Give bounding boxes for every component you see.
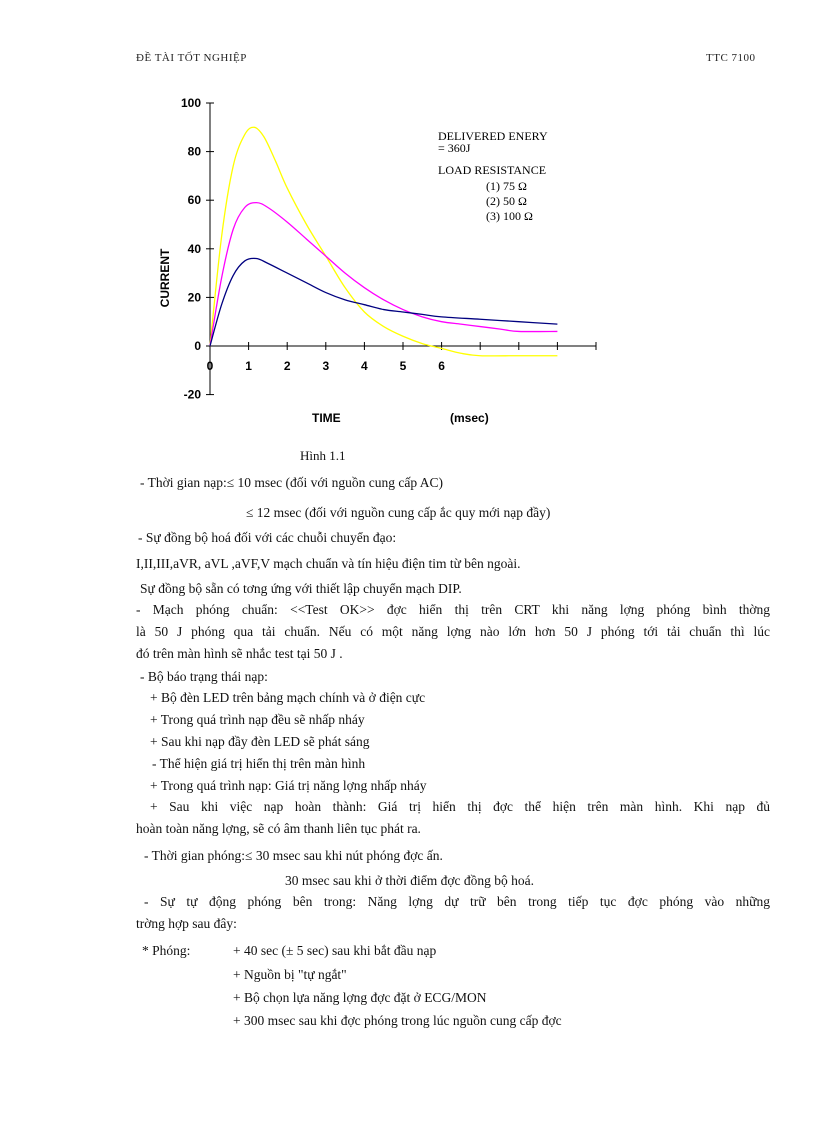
text-line-15: + Sau khi việc nạp hoàn thành: Giá trị hiển thị đợc thể hiện trên màn hình. Khi nạp đủ	[150, 799, 770, 814]
text-line-21b: + 40 sec (± 5 sec) sau khi bắt đầu nạp	[233, 943, 437, 958]
text-line-17: - Thời gian phóng:≤ 30 msec sau khi nút phóng đợc ấn.	[144, 848, 443, 863]
figure-caption: Hình 1.1	[300, 448, 346, 463]
text-line-1: - Thời gian nạp:≤ 10 msec (đối với nguồn cung cấp AC)	[140, 475, 444, 490]
series-line-yellow	[210, 127, 557, 356]
legend-energy-title: DELIVERED ENERY	[438, 129, 548, 143]
text-line-21a: * Phóng:	[142, 943, 191, 958]
text-line-22: + Nguồn bị "tự ngắt"	[233, 967, 347, 982]
text-line-2: ≤ 12 msec (đối với nguồn cung cấp ắc quy mới nạp đầy)	[246, 505, 551, 520]
text-line-14: + Trong quá trình nạp: Giá trị năng lợng nhấp nháy	[150, 778, 427, 793]
text-line-19: - Sự tự động phóng bên trong: Năng lợng dự trữ bên trong tiếp tục đợc phóng vào những	[144, 894, 770, 909]
x-tick-label: 4	[361, 359, 368, 373]
text-line-23: + Bộ chọn lựa năng lợng đợc đặt ở ECG/MON	[233, 990, 487, 1005]
text-line-13: - Thể hiện giá trị hiển thị trên màn hình	[152, 756, 366, 771]
text-line-10: + Bộ đèn LED trên bảng mạch chính và ở điện cực	[150, 690, 426, 705]
x-axis-label: TIME	[312, 411, 341, 425]
x-tick-label: 3	[322, 359, 330, 373]
legend-item-1: (1) 75 Ω	[486, 179, 527, 193]
x-tick-label: 2	[283, 359, 291, 373]
text-line-8: đó trên màn hình sẽ nhắc test tại 50 J .	[136, 646, 343, 661]
y-tick-label: 0	[194, 339, 201, 353]
legend-load-title: LOAD RESISTANCE	[438, 163, 547, 177]
x-tick-label: 6	[438, 359, 445, 373]
text-line-6: - Mạch phóng chuẩn: <<Test OK>> đợc hiển thị trên CRT khi năng lợng phóng bình thờng	[136, 602, 770, 617]
y-axis-label: CURRENT	[158, 248, 172, 308]
legend-item-2: (2) 50 Ω	[486, 194, 527, 208]
x-tick-label: 1	[245, 359, 252, 373]
y-tick-label: 100	[180, 96, 201, 110]
y-tick-label: 80	[187, 144, 201, 159]
text-line-3: - Sự đồng bộ hoá đối với các chuỗi chuyển đạo:	[138, 530, 397, 545]
y-tick-label: 20	[187, 290, 201, 305]
chart-axes	[210, 103, 596, 395]
header-right: TTC 7100	[706, 52, 756, 64]
text-line-24: + 300 msec sau khi đợc phóng trong lúc nguồn cung cấp đợc	[233, 1013, 562, 1028]
x-axis-unit: (msec)	[450, 411, 489, 425]
text-line-7: là 50 J phóng qua tải chuẩn. Nếu có một năng lợng nào lớn hơn 50 J phóng tới tải chuẩn thì lúc	[136, 624, 770, 639]
y-tick-label: 40	[187, 241, 201, 256]
header-left: ĐỀ TÀI TỐT NGHIỆP	[136, 52, 247, 64]
text-line-18: 30 msec sau khi ở thời điểm đợc đồng bộ hoá.	[285, 873, 535, 888]
text-line-11: + Trong quá trình nạp đều sẽ nhấp nháy	[150, 712, 365, 727]
text-line-16: hoàn toàn năng lợng, sẽ có âm thanh liên tục phát ra.	[136, 821, 421, 836]
text-line-4: I,II,III,aVR, aVL ,aVF,V mạch chuẩn và tín hiệu điện tim từ bên ngoài.	[136, 556, 521, 571]
legend-item-3: (3) 100 Ω	[486, 209, 533, 223]
text-line-9: - Bộ báo trạng thái nạp:	[140, 669, 268, 684]
current-time-chart	[150, 90, 610, 435]
text-line-5: Sự đồng bộ sẵn có tơng ứng với thiết lập chuyển mạch DIP.	[140, 581, 462, 596]
legend-energy-value: = 360J	[438, 141, 471, 155]
chart-series	[210, 127, 557, 356]
text-line-20: trờng hợp sau đây:	[136, 916, 237, 931]
x-tick-label: 5	[399, 359, 407, 373]
text-line-12: + Sau khi nạp đầy đèn LED sẽ phát sáng	[150, 734, 370, 749]
series-line-navy	[210, 258, 557, 346]
y-tick-label: 60	[187, 193, 201, 208]
series-line-magenta	[210, 203, 557, 346]
x-tick-label: 0	[206, 359, 214, 373]
y-tick-label: -20	[183, 387, 201, 402]
